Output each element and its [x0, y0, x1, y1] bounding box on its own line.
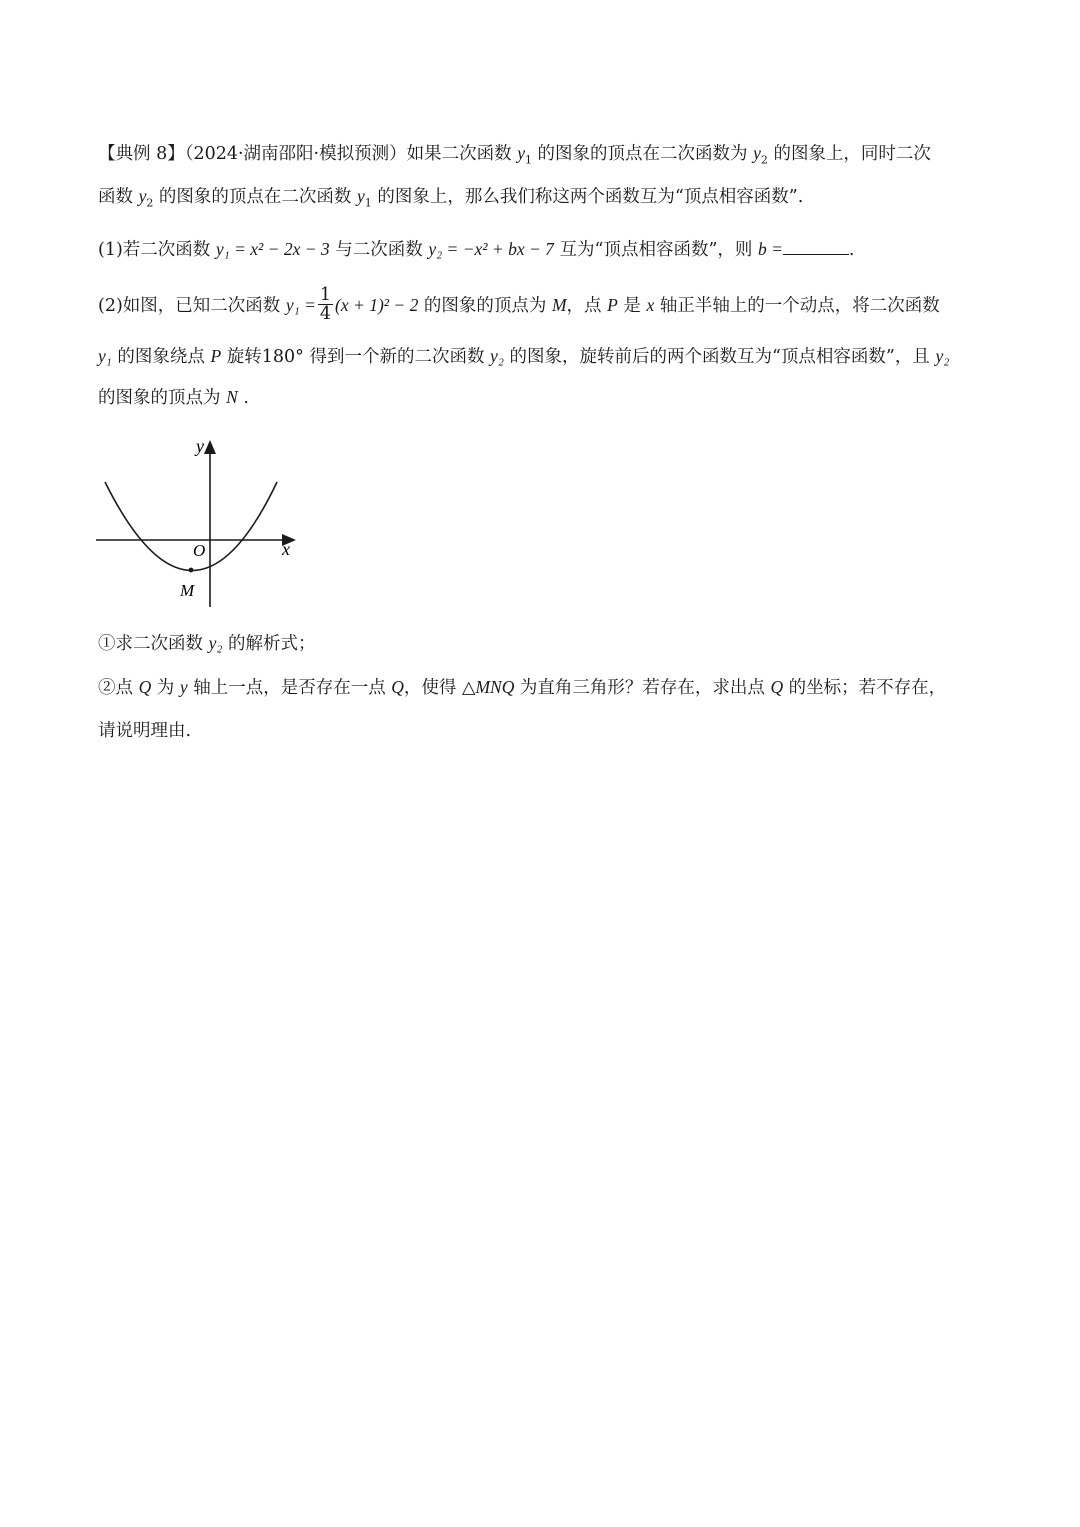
part-1: (1)若二次函数 y₁ = x² − 2x − 3 与二次函数 y₂ = −x² + bx − 7 互为“顶点相容函数”，则 b = .	[98, 239, 855, 260]
vertex-m-point	[189, 568, 194, 573]
part-2-line-1: (2)如图，已知二次函数 y₁ = $\frac{1}{4}$ (x + 1)² − 2 的图象的顶点为 M，点 P 是 x 轴正半轴上的一个动点，将二次函数	[98, 285, 940, 324]
intro-line-1: 【典例 8】（2024·湖南邵阳·模拟预测）如果二次函数 $y_1$ 的图象的顶点在二次函数为 $y_2$ 的图象上，同时二次	[98, 143, 931, 167]
example-label: 【典例 8】	[98, 144, 185, 164]
parabola-figure	[90, 432, 310, 612]
fraction-one-quarter: $\frac{1}{4}$	[319, 285, 332, 324]
question-1: ①求二次函数 y₂ 的解析式；	[98, 633, 316, 654]
intro-line-2: 函数 $y_2$ 的图象的顶点在二次函数 $y_1$ 的图象上，那么我们称这两个函数互为“顶点相容函数”.	[98, 186, 804, 210]
equation-y1: y₁ = x² − 2x − 3	[215, 239, 330, 259]
question-2-line-1: ②点 Q 为 y 轴上一点，是否存在一点 Q，使得 △MNQ 为直角三角形？若存在，求出点 Q 的坐标；若不存在，	[98, 677, 947, 698]
equation-y2: y₂ = −x² + bx − 7	[428, 239, 554, 259]
parabola-curve	[105, 482, 277, 571]
y-axis-label: y	[196, 436, 204, 456]
source-note: （2024·湖南邵阳·模拟预测）	[184, 144, 407, 164]
x-axis-label: x	[282, 539, 290, 559]
part-2-line-3: 的图象的顶点为 N .	[98, 387, 249, 408]
question-2-line-2: 请说明理由.	[98, 721, 192, 741]
part-2-line-2: y₁ 的图象绕点 P 旋转180° 得到一个新的二次函数 y₂ 的图象，旋转前后的两个函数互为“顶点相容函数”，且 y₂	[98, 346, 950, 367]
answer-blank[interactable]	[783, 238, 849, 255]
origin-label: O	[193, 541, 206, 560]
y-axis-arrow-icon	[204, 440, 216, 454]
vertex-m-label: M	[180, 581, 195, 600]
